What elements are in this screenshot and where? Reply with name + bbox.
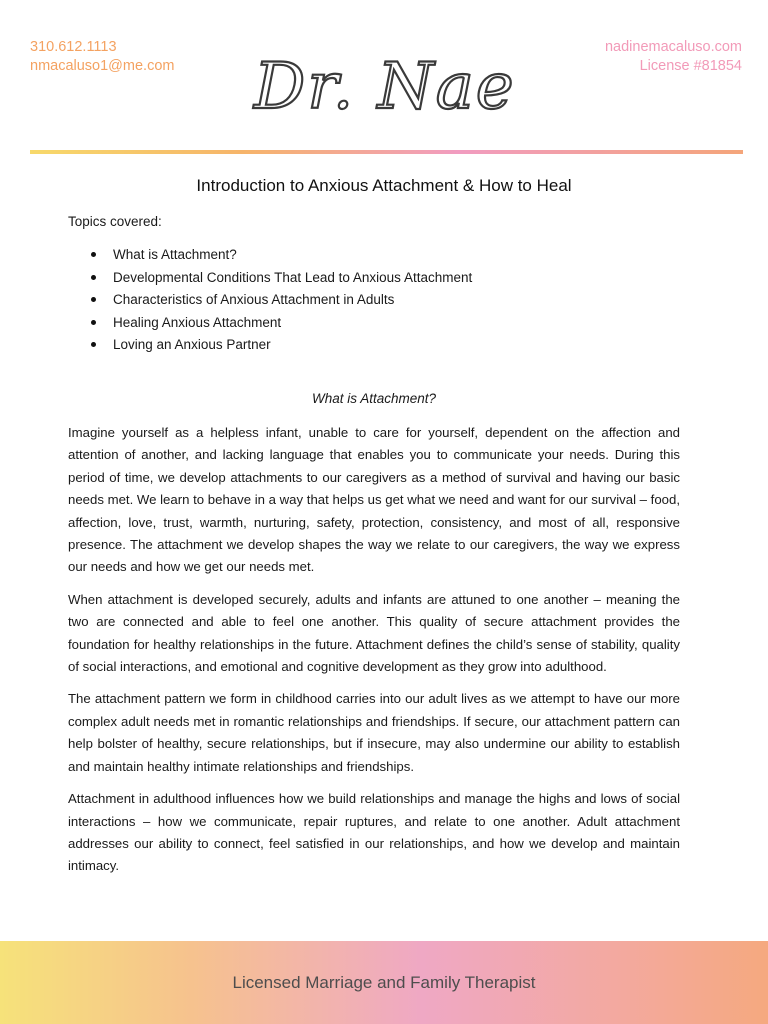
paragraph: Attachment in adulthood influences how we build relationships and manage the highs and lows of social interactions – how we communicate, repair ruptures, and relate to one another. Adult attachment addresses our ability to connect, feel satisfied in our relationships, and how we develop and maintain intimacy.	[68, 791, 680, 874]
document-title: Introduction to Anxious Attachment & How to Heal	[196, 176, 572, 195]
topic-label: Characteristics of Anxious Attachment in Adults	[113, 292, 395, 307]
list-item	[68, 290, 472, 313]
phone-number[interactable]: 310.612.1113	[30, 39, 117, 55]
topics-list	[68, 245, 472, 358]
list-item	[68, 268, 472, 291]
website-link[interactable]: nadinemacaluso.com	[604, 39, 742, 55]
bullet-icon	[91, 342, 96, 347]
footer-tagline: Licensed Marriage and Family Therapist	[232, 973, 536, 992]
bullet-icon	[91, 297, 96, 302]
paragraph: Imagine yourself as a helpless infant, unable to care for yourself, dependent on the affection and attention of another, and lacking language that enables you to communicate your needs. During this period of time, we develop attachments to our caregivers as a method of survival and having our basic needs met. We learn to behave in a way that helps us get what we need and want for our survival – food, affection, love, trust, warmth, nurturing, safety, protection, consistency, and most of all, responsive presence. The attachment we develop shapes the way we relate to our caregivers, the way we express our needs and how we get our needs met.	[68, 425, 680, 575]
list-item	[68, 313, 472, 336]
contact-info-left	[30, 38, 174, 76]
logo-text: Dr. Nae	[254, 50, 516, 124]
topics-label: Topics covered:	[68, 214, 162, 229]
bullet-icon	[91, 275, 96, 280]
bullet-icon	[91, 252, 96, 257]
footer-banner	[0, 941, 768, 1024]
email-address[interactable]: nmacaluso1@me.com	[30, 58, 175, 74]
topic-label: What is Attachment?	[113, 247, 237, 262]
license-number: License #81854	[639, 58, 742, 74]
paragraph: When attachment is developed securely, adults and infants are attuned to one another – meaning the two are connected and able to feel one another. This quality of secure attachment provides the foundation for healthy relationships in the future. Attachment defines the child’s sense of stability, quality of social interactions, and emotional and cognitive development as they grow into adulthood.	[68, 591, 680, 675]
bullet-icon	[91, 320, 96, 325]
contact-info-right	[605, 38, 742, 76]
body-text	[68, 422, 680, 888]
signature-logo	[240, 26, 540, 136]
list-item	[68, 245, 472, 268]
section-heading: What is Attachment?	[311, 391, 437, 406]
topic-label: Healing Anxious Attachment	[113, 314, 282, 330]
paragraph: The attachment pattern we form in childhood carries into our adult lives as we attempt to have our more complex adult needs met in romantic relationships and friendships. If secure, our attachment pattern can help bolster of healthy, secure relationships, but if insecure, may also undermine our ability to establish and maintain healthy intimate relationships and friendships.	[68, 691, 680, 774]
topic-label: Loving an Anxious Partner	[113, 337, 271, 352]
list-item	[68, 335, 472, 358]
topic-label: Developmental Conditions That Lead to Anxious Attachment	[113, 269, 473, 285]
header-divider	[30, 150, 743, 154]
